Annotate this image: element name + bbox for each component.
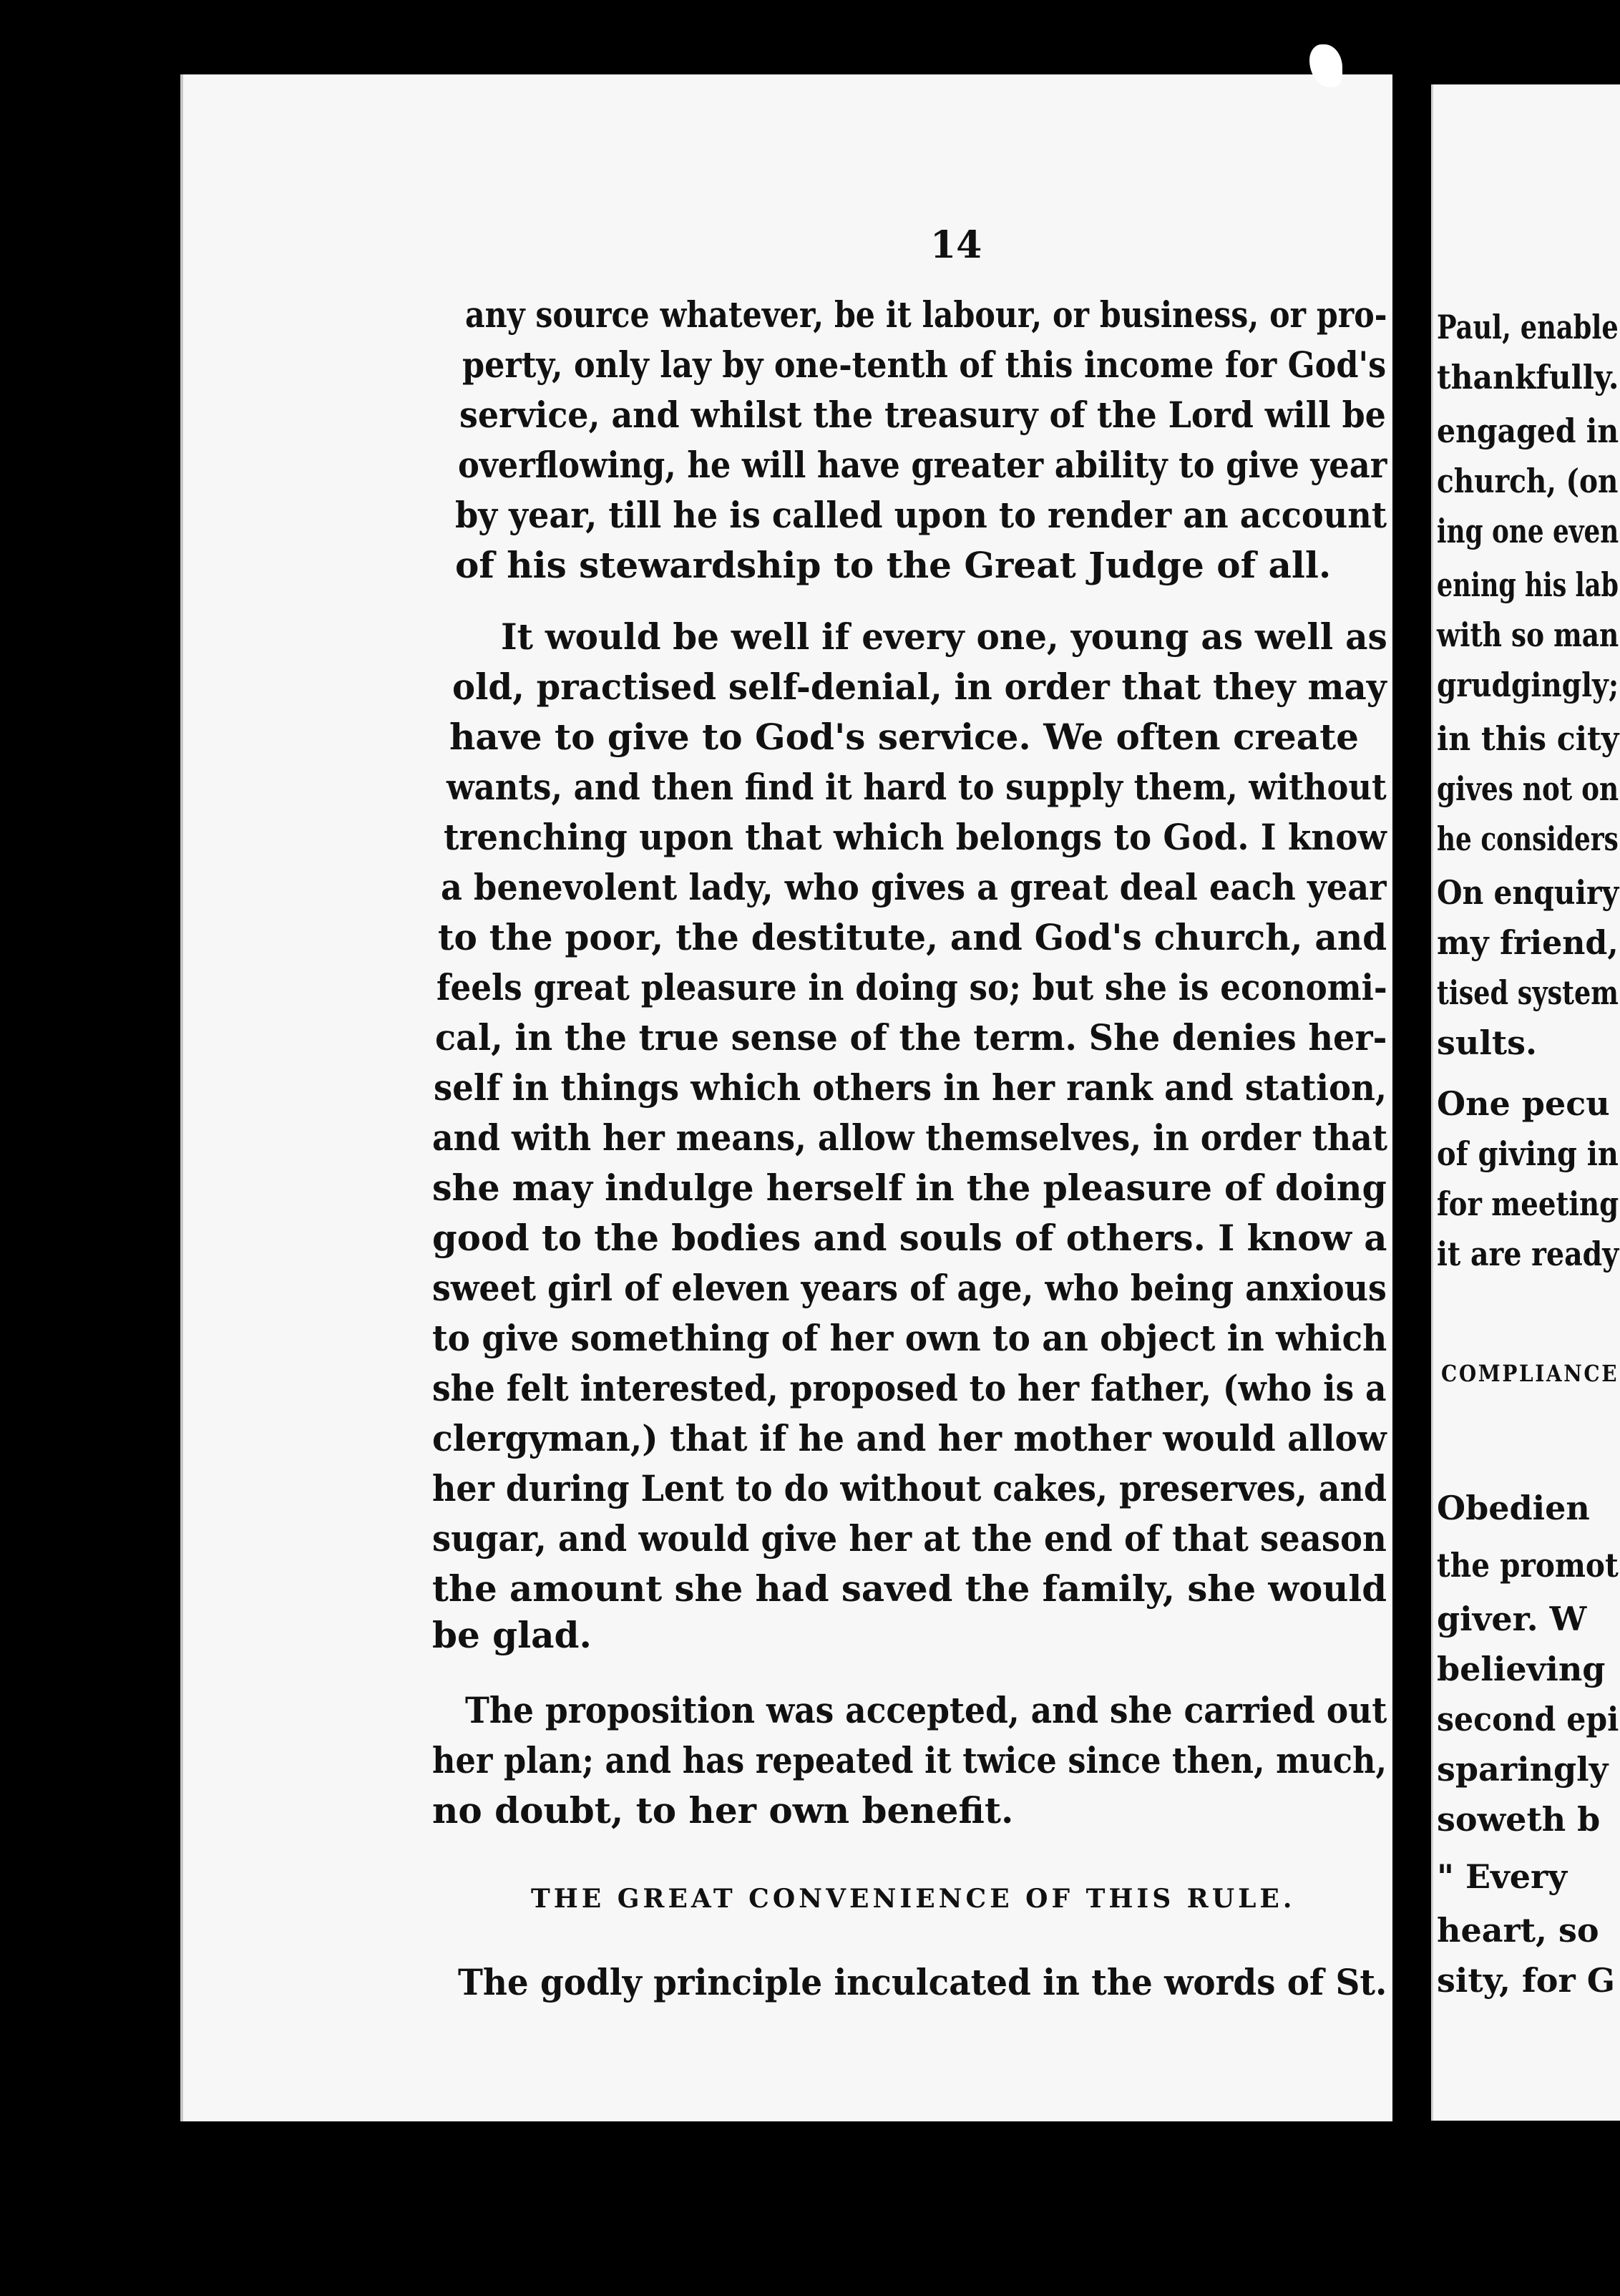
text-line: wants, and then find it hard to supply them, without [447,766,1387,808]
right-text-line: grudgingly; [1437,666,1619,704]
text-line: It would be well if every one, young as well as [501,616,1387,658]
text-line: a benevolent lady, who gives a great deal each year [441,866,1387,908]
text-line: good to the bodies and souls of others. I know a [432,1217,1387,1259]
text-line: self in things which others in her rank and station, [434,1066,1387,1109]
right-text-line: ening his lab [1437,565,1619,604]
text-line: be glad. [432,1614,592,1656]
right-text-line: sity, for G [1437,1961,1615,2000]
right-text-line: sparingly [1437,1750,1609,1789]
right-text-line: thankfully. [1437,358,1619,397]
right-text-line: with so man [1437,616,1619,654]
text-line: her plan; and has repeated it twice since then, much, [432,1739,1387,1781]
text-line: old, practised self-denial, in order that they may [452,666,1387,708]
text-line: her during Lent to do without cakes, preserves, and [432,1467,1387,1509]
right-text-line: the promot [1437,1546,1619,1585]
text-line: cal, in the true sense of the term. She denies her- [435,1016,1387,1059]
right-text-line: giver. W [1437,1600,1587,1638]
text-line: sweet girl of eleven years of age, who being anxious [432,1267,1387,1309]
right-text-line: engaged in [1437,412,1619,450]
right-text-line: my friend, [1437,923,1619,962]
text-line: clergyman,) that if he and her mother would allow [432,1417,1387,1459]
text-line: trenching upon that which belongs to God. I know [444,816,1387,858]
text-line: the amount she had saved the family, she would [432,1567,1387,1610]
right-text-line: ing one even [1437,512,1619,550]
right-text-line: sults. [1437,1023,1537,1062]
right-text-line: One pecu [1437,1084,1610,1123]
text-line: to give something of her own to an object in which [432,1317,1387,1359]
text-line: to the poor, the destitute, and God's church, and [438,916,1387,958]
right-text-line: for meeting [1437,1185,1619,1223]
right-text-line: he considers [1437,819,1619,858]
section-heading: THE GREAT CONVENIENCE OF THIS RULE. [531,1884,1296,1914]
text-line: The proposition was accepted, and she carried out [465,1689,1387,1731]
right-text-line: in this city [1437,719,1619,758]
right-text-line: Obedien [1437,1489,1590,1527]
right-text-line: gives not on [1437,769,1619,808]
text-line: overflowing, he will have greater ability to give year [458,444,1387,486]
text-line: no doubt, to her own benefit. [432,1789,1014,1832]
right-text-line: of giving in [1437,1134,1619,1173]
text-line: perty, only lay by one-tenth of this income for God's [462,344,1387,386]
text-line: she may indulge herself in the pleasure of doing [432,1167,1387,1209]
text-line: have to give to God's service. We often create [449,716,1359,758]
right-text-line: believing [1437,1650,1606,1688]
right-text-line: Paul, enable [1437,308,1619,346]
right-text-line: tised system [1437,973,1619,1012]
text-line: she felt interested, proposed to her father, (who is a [432,1367,1387,1409]
text-line: any source whatever, be it labour, or business, or pro- [465,293,1387,336]
text-line: service, and whilst the treasury of the Lord will be [459,394,1386,436]
right-text-line: church, (on [1437,462,1619,500]
right-text-line: heart, so [1437,1911,1599,1950]
right-page-heading: COMPLIANCE [1441,1360,1619,1387]
right-text-line: " Every [1437,1857,1568,1896]
text-line: feels great pleasure in doing so; but she is economi- [436,966,1387,1008]
right-text-line: it are ready [1437,1235,1619,1273]
text-line: and with her means, allow themselves, in order that [432,1117,1387,1159]
right-text-line: second epi [1437,1700,1619,1738]
page-number: 14 [930,223,982,267]
text-line: by year, till he is called upon to render an account [455,494,1387,536]
right-text-line: On enquiry [1437,873,1619,912]
text-line: of his stewardship to the Great Judge of all. [455,544,1332,586]
right-text-line: soweth b [1437,1800,1601,1839]
last-line: The godly principle inculcated in the words of St. [458,1961,1387,2003]
text-line: sugar, and would give her at the end of that season [432,1517,1387,1560]
